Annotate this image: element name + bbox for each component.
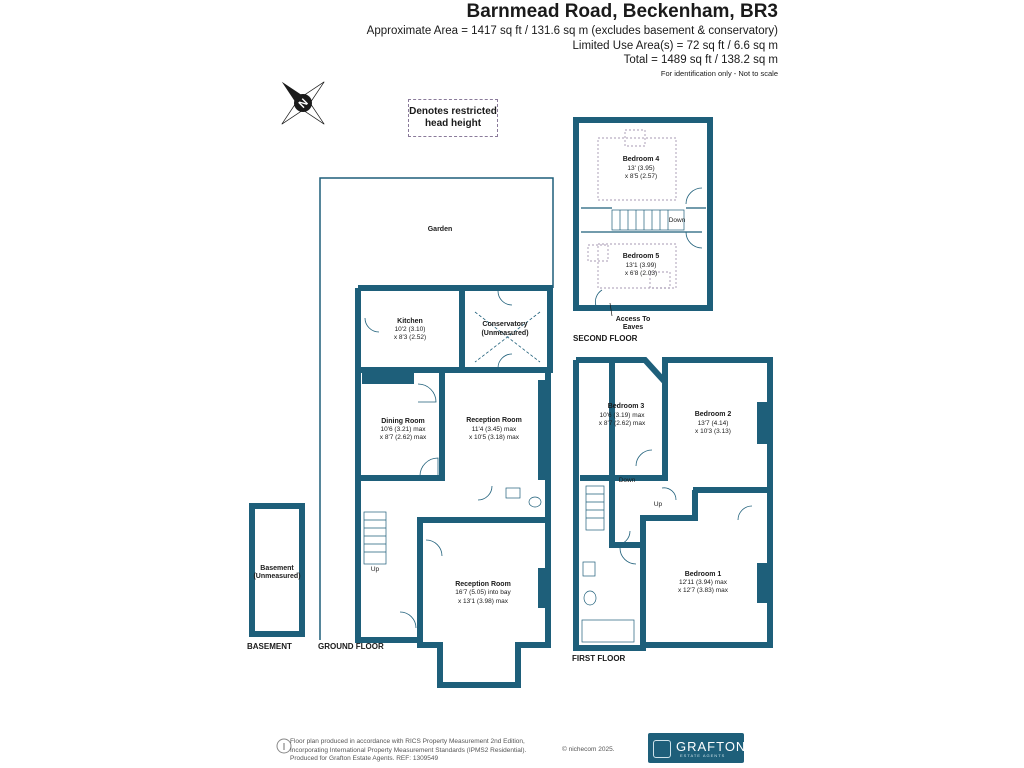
bedroom4-dim-2: x 8'5 (2.57) xyxy=(624,173,658,180)
garden-label: Garden xyxy=(427,226,453,233)
kitchen-name: Kitchen xyxy=(397,318,423,325)
garden-outline xyxy=(320,178,553,640)
bedroom2-name: Bedroom 2 xyxy=(694,411,732,418)
footer-text xyxy=(290,738,526,764)
ground-doors xyxy=(365,291,540,628)
second-interior xyxy=(581,208,706,232)
ground-stairs-up-label: Up xyxy=(370,566,380,573)
logo-text: GRAFTON xyxy=(676,739,747,754)
conservatory-name: Conservatory xyxy=(482,321,528,328)
logo-subtext: ESTATE AGENTS xyxy=(680,753,726,758)
reception2-name: Reception Room xyxy=(455,581,511,588)
reception1-dim-2: x 10'5 (3.18) max xyxy=(468,434,520,441)
area-line-3: Total = 1489 sq ft / 138.2 sq m xyxy=(623,54,778,66)
reception2-dim-2: x 13'1 (3.98) max xyxy=(457,598,509,605)
info-icon xyxy=(277,739,291,753)
bedroom3-dim-1: 10'6 (3.19) max xyxy=(599,412,645,419)
reception1-dim-1: 11'4 (3.45) max xyxy=(471,426,517,433)
bedroom3-dim-2: x 8'7 (2.62) max xyxy=(598,420,646,427)
bedroom5-name: Bedroom 5 xyxy=(622,253,660,260)
dining-dim-2: x 8'7 (2.62) max xyxy=(379,434,427,441)
first-stairs-down-label: Down xyxy=(618,477,636,484)
second-floor-label: SECOND FLOOR xyxy=(573,334,638,343)
ground-floor-fills xyxy=(362,370,550,608)
kitchen-dim-1: 10'2 (3.10) xyxy=(394,326,426,333)
kitchen-dim-2: x 8'3 (2.52) xyxy=(393,334,427,341)
disclaimer-note: For identification only - Not to scale xyxy=(660,69,778,78)
second-floor-walls xyxy=(576,120,710,308)
ground-wc xyxy=(506,488,541,507)
bedroom5-dim-1: 13'1 (3.99) xyxy=(625,262,657,269)
first-stairs-up-label: Up xyxy=(653,501,663,508)
grafton-logo-icon xyxy=(653,740,671,758)
conservatory-dim: (Unmeasured) xyxy=(481,330,529,337)
bedroom4-name: Bedroom 4 xyxy=(622,156,660,163)
basement-floor-label: BASEMENT xyxy=(247,642,292,651)
first-floor-walls xyxy=(576,358,770,648)
bedroom3-name: Bedroom 3 xyxy=(607,403,645,410)
area-line-1: Approximate Area = 1417 sq ft / 131.6 sq m (excludes basement & conservatory) xyxy=(366,25,778,37)
dining-dim-1: 10'6 (3.21) max xyxy=(380,426,426,433)
footer-line-1: Floor plan produced in accordance with RICS Property Measurement 2nd Edition, xyxy=(290,738,525,745)
dining-name: Dining Room xyxy=(381,418,425,425)
legend-line-1: Denotes restricted xyxy=(409,106,497,117)
copyright: © nichecom 2025. xyxy=(562,746,615,753)
reception1-name: Reception Room xyxy=(466,417,522,424)
ground-floor-walls xyxy=(358,288,550,685)
first-stairs xyxy=(586,486,604,530)
basement-dim: (Unmeasured) xyxy=(253,573,301,580)
footer-line-2: Incorporating International Property Measurement Standards (IPMS2 Residential). xyxy=(290,746,527,754)
bedroom1-dim-2: x 12'7 (3.83) max xyxy=(677,587,729,594)
first-bathroom xyxy=(582,562,634,642)
bedroom2-dim-2: x 10'3 (3.13) xyxy=(695,428,731,435)
reception2-dim-1: 16'7 (5.05) into bay xyxy=(455,589,511,596)
legend-line-2: head height xyxy=(424,118,482,129)
ground-stairs xyxy=(364,512,386,564)
page-title: Barnmead Road, Beckenham, BR3 xyxy=(466,1,778,22)
bedroom2-dim-1: 13'7 (4.14) xyxy=(697,420,729,427)
footer-line-3: Produced for Grafton Estate Agents. REF: 1309549 xyxy=(290,755,439,762)
bedroom4-dim-1: 13' (3.95) xyxy=(627,165,655,172)
first-floor-label: FIRST FLOOR xyxy=(572,654,626,663)
eaves-label-1: Access To xyxy=(615,316,651,323)
ground-floor-label: GROUND FLOOR xyxy=(318,642,384,651)
bedroom1-name: Bedroom 1 xyxy=(684,571,722,578)
area-line-2: Limited Use Area(s) = 72 sq ft / 6.6 sq m xyxy=(572,40,778,52)
eaves-label-2: Eaves xyxy=(622,324,644,331)
bedroom1-dim-1: 12'11 (3.94) max xyxy=(678,579,728,586)
compass-label: N xyxy=(296,96,311,111)
basement-name: Basement xyxy=(260,565,294,572)
bedroom5-dim-2: x 6'8 (2.03) xyxy=(624,270,658,277)
second-stairs-down-label: Down xyxy=(668,217,686,224)
